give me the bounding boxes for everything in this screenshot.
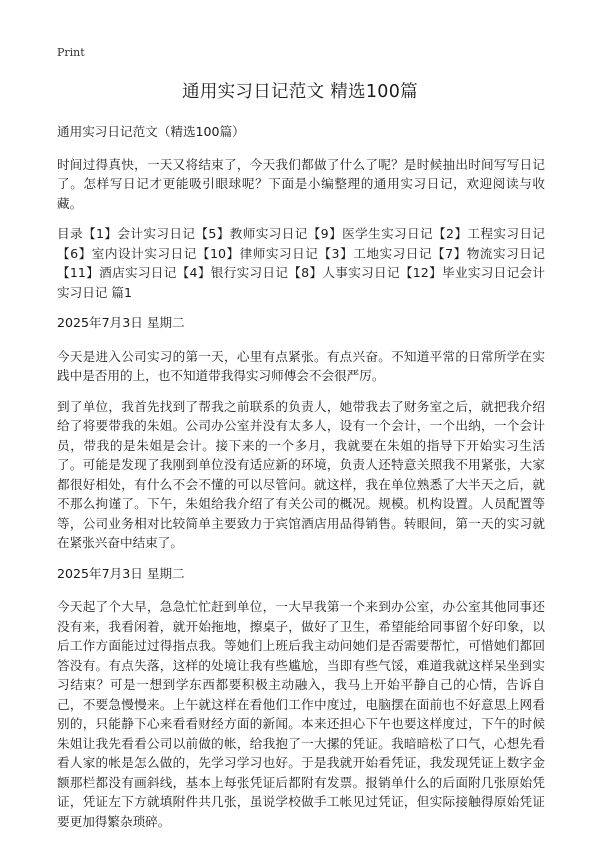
article-subtitle: 通用实习日记范文（精选100篇）	[57, 124, 245, 139]
entry-paragraph: 今天是进入公司实习的第一天，心里有点紧张。有点兴奋。不知道平常的日常所学在实践中是否用的上，也不知道带我得实习师傅会不会很严厉。	[57, 348, 545, 383]
table-of-contents: 目录【1】会计实习日记【5】教师实习日记【9】医学生实习日记【2】工程实习日记【6】室内设计实习日记【10】律师实习日记【3】工地实习日记【7】物流实习日记【11】酒店实习日记【4】银行实习日记【8】人事实习日记【12】毕业实习日记会计实习日记 篇1	[57, 226, 545, 300]
article-body	[57, 122, 545, 842]
print-link[interactable]: Print	[57, 46, 85, 59]
entry-paragraph: 今天起了个大早，急急忙忙赶到单位，一大早我第一个来到办公室，办公室其他同事还没有来，我看闲着，就开始拖地，擦桌子，做好了卫生，希望能给同事留个好印象，以后工作方面能过过得指点我。等她们上班后我主动问她们是否需要帮忙，可惜她们都回答没有。有点失落，这样的处境让我有些尴尬，当即有些气馁，难道我就这样呆坐到实习结束？可是一想到学东西都要积极主动融入，我马上开始平静自己的心情，告诉自己，不要急慢慢来。上午就这样在看他们工作中度过，电脑摆在面前也不好意思上网看别的，只能静下心来看看财经方面的新闻。本来还担心下午也要这样度过，下午的时候朱姐让我先看看公司以前做的帐，给我抱了一大摞的凭证。我暗暗松了口气，心想先看看人家的帐是怎么做的，先学习学习也好。于是我就开始看凭证，我发现凭证上数字金额那栏都没有画斜线，基本上每张凭证后都附有发票。报销单什么的后面附几张原始凭证，凭证左下方就填附件共几张，虽说学校做手工帐见过凭证，但实际接触得原始凭证要更加得繁杂琐碎。	[57, 599, 545, 829]
page-title: 通用实习日记范文 精选100篇	[182, 82, 418, 102]
entry-paragraph: 到了单位，我首先找到了帮我之前联系的负责人，她带我去了财务室之后，就把我介绍给了将要带我的朱姐。公司办公室并没有太多人，设有一个会计，一个出纳，一个会计员，带我的是朱姐是会计。接下来的一个多月，我就要在朱姐的指导下开始实习生活了。可能是发现了我刚到单位没有适应新的环境，负责人还特意关照我不用紧张，大家都很好相处，有什么不会不懂的可以尽管问。就这样，我在单位熟悉了大半天之后，就不那么拘谨了。下午，朱姐给我介绍了有关公司的概况。规模。机构设置。人员配置等等，公司业务相对比较简单主要致力于宾馆酒店用品得销售。转眼间，第一天的实习就在紧张兴奋中结束了。	[57, 398, 545, 550]
intro-paragraph: 时间过得真快，一天又将结束了，今天我们都做了什么了呢？是时候抽出时间写写日记了。怎样写日记才更能吸引眼球呢？下面是小编整理的通用实习日记，欢迎阅读与收藏。	[57, 156, 545, 211]
entry-date: 2025年7月3日 星期二	[57, 315, 185, 330]
entry-date: 2025年7月3日 星期二	[57, 565, 185, 581]
